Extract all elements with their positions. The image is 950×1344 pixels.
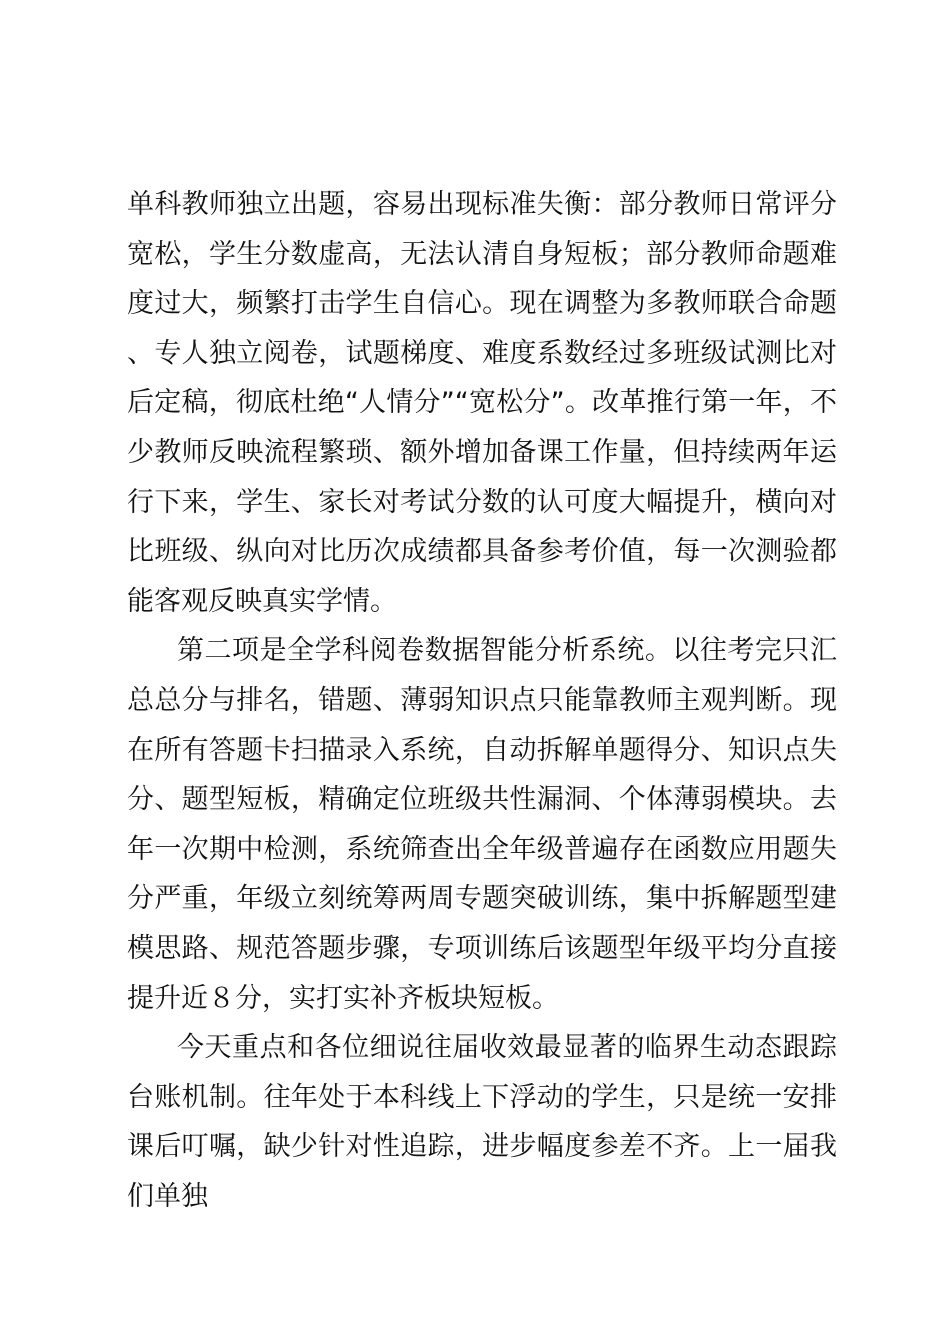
paragraph-3: 今天重点和各位细说往届收效最显著的临界生动态跟踪台账机制。往年处于本科线上下浮动的学生，只是统一安排课后叮嘱，缺少针对性追踪，进步幅度参差不齐。上一届我们单独	[127, 1032, 837, 1212]
paragraph-2: 第二项是全学科阅卷数据智能分析系统。以往考完只汇总总分与排名，错题、薄弱知识点只能靠教师主观判断。现在所有答题卡扫描录入系统，自动拆解单题得分、知识点失分、题型短板，精确定位班级共性漏洞、个体薄弱模块。去年一次期中检测，系统筛查出全年级普遍存在函数应用题失分严重，年级立刻统筹两周专题突破训练，集中拆解题型建模思路、规范答题步骤，专项训练后该题型年级平均分直接提升近８分，实打实补齐板块短板。	[127, 635, 837, 1014]
document-body	[127, 180, 837, 1221]
paragraph-1: 单科教师独立出题，容易出现标准失衡：部分教师日常评分宽松，学生分数虚高，无法认清自身短板；部分教师命题难度过大，频繁打击学生自信心。现在调整为多教师联合命题、专人独立阅卷，试题梯度、难度系数经过多班级试测比对后定稿，彻底杜绝“人情分”“宽松分”。改革推行第一年，不少教师反映流程繁琐、额外增加备课工作量，但持续两年运行下来，学生、家长对考试分数的认可度大幅提升，横向对比班级、纵向对比历次成绩都具备参考价值，每一次测验都能客观反映真实学情。	[127, 189, 837, 617]
